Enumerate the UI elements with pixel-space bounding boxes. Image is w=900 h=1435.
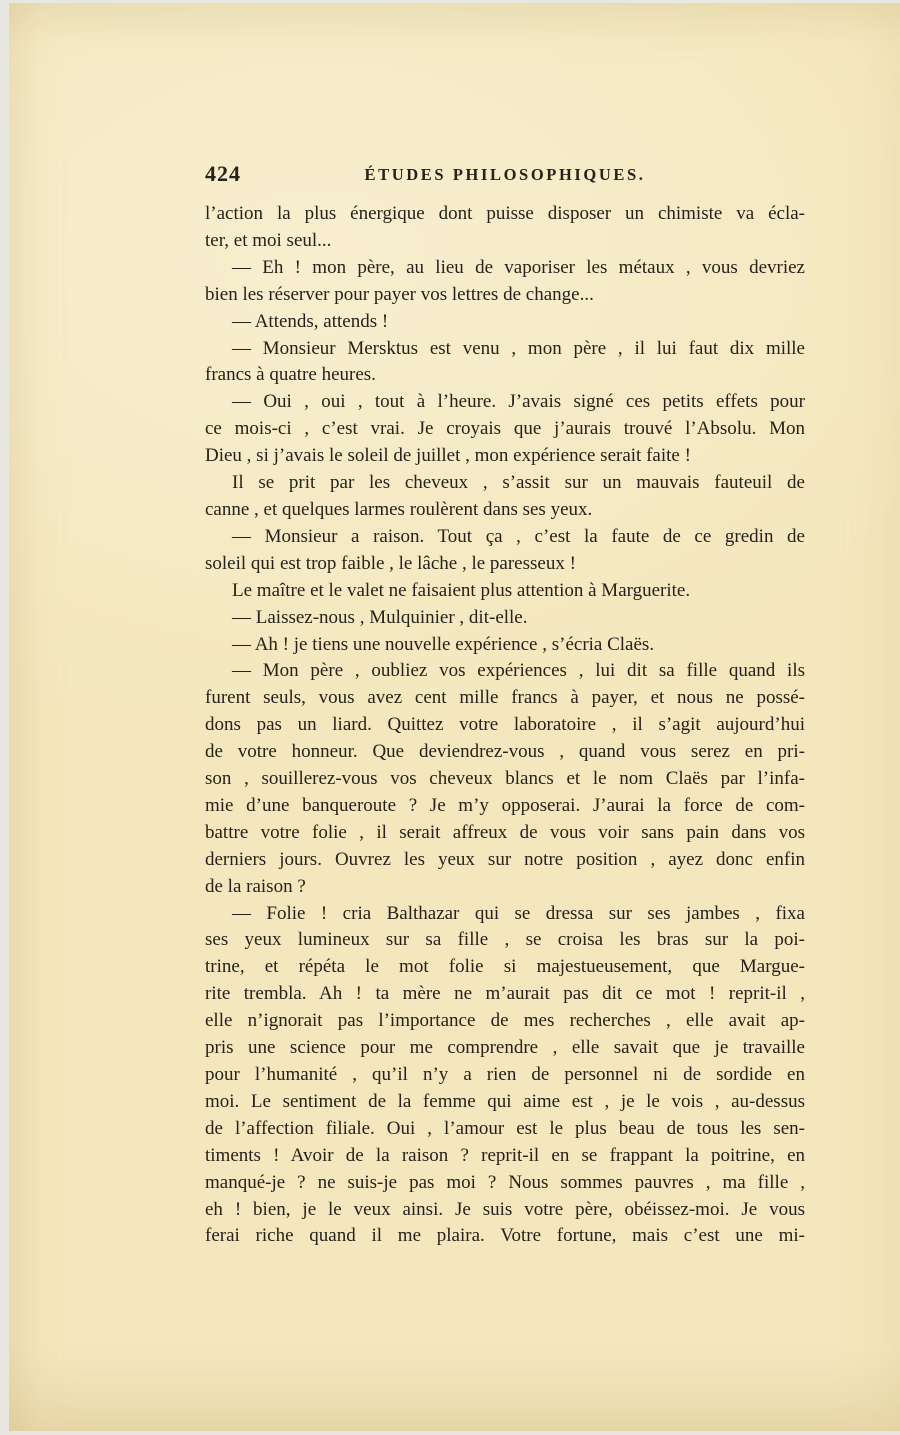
text-line: ferai riche quand il me plaira. Votre fortune, mais c’est une mi-: [205, 1225, 805, 1247]
text-line: — Eh ! mon père, au lieu de vaporiser les métaux , vous devriez: [232, 256, 805, 278]
text-line: pris une science pour me comprendre , elle savait que je travaille: [205, 1037, 805, 1059]
text-line: son , souillerez-vous vos cheveux blancs et le nom Claës par l’infa-: [205, 768, 805, 790]
text-line: ce mois-ci , c’est vrai. Je croyais que j’aurais trouvé l’Absolu. Mon: [205, 418, 805, 440]
text-line: derniers jours. Ouvrez les yeux sur notre position , ayez donc enfin: [205, 848, 805, 870]
text-line: rite trembla. Ah ! ta mère ne m’aurait pas dit ce mot ! reprit-il ,: [205, 983, 805, 1005]
text-line: — Mon père , oubliez vos expériences , lui dit sa fille quand ils: [232, 660, 805, 682]
text-line: — Laissez-nous , Mulquinier , dit-elle.: [232, 606, 528, 628]
page-header: [205, 161, 805, 201]
text-line: — Folie ! cria Balthazar qui se dressa sur ses jambes , fixa: [232, 902, 805, 924]
text-line: ter, et moi seul...: [205, 229, 332, 251]
text-line: timents ! Avoir de la raison ? reprit-il en se frappant la poitrine, en: [205, 1144, 805, 1166]
text-line: francs à quatre heures.: [205, 364, 376, 386]
page-number: 424: [205, 161, 241, 186]
text-line: ses yeux lumineux sur sa fille , se croisa les bras sur la poi-: [205, 929, 805, 951]
text-line: Le maître et le valet ne faisaient plus attention à Marguerite.: [232, 579, 691, 601]
text-line: elle n’ignorait pas l’importance de mes recherches , elle avait ap-: [205, 1010, 805, 1032]
running-title: ÉTUDES PHILOSOPHIQUES.: [364, 165, 646, 184]
text-line: manqué-je ? ne suis-je pas moi ? Nous sommes pauvres , ma fille ,: [205, 1171, 805, 1193]
text-line: pour l’humanité , qu’il n’y a rien de personnel ni de sordide en: [205, 1064, 805, 1085]
text-line: — Attends, attends !: [232, 310, 389, 332]
text-line: mie d’une banqueroute ? Je m’y opposerai. J’aurai la force de com-: [205, 794, 805, 816]
text-line: battre votre folie , il serait affreux de vous voir sans pain dans vos: [205, 821, 805, 843]
text-line: de l’affection filiale. Oui , l’amour est le plus beau de tous les sen-: [205, 1117, 805, 1139]
text-line: l’action la plus énergique dont puisse disposer un chimiste va écla-: [205, 203, 805, 224]
text-line: — Monsieur Mersktus est venu , mon père , il lui faut dix mille: [232, 337, 805, 359]
text-line: furent seuls, vous avez cent mille francs à payer, et nous ne possé-: [205, 687, 805, 709]
text-line: moi. Le sentiment de la femme qui aime est , je le vois , au-dessus: [205, 1090, 805, 1112]
text-line: canne , et quelques larmes roulèrent dans ses yeux.: [205, 498, 593, 520]
text-line: Dieu , si j’avais le soleil de juillet , mon expérience serait faite !: [205, 445, 691, 467]
text-block: [205, 161, 805, 1250]
text-line: dons pas un liard. Quittez votre laboratoire , il s’agit aujourd’hui: [205, 714, 805, 736]
text-line: eh ! bien, je le veux ainsi. Je suis votre père, obéissez-moi. Je vous: [205, 1198, 805, 1220]
text-line: de la raison ?: [205, 875, 306, 897]
text-line: — Ah ! je tiens une nouvelle expérience , s’écria Claës.: [232, 633, 655, 655]
text-line: de votre honneur. Que deviendrez-vous , quand vous serez en pri-: [205, 741, 805, 763]
text-line: trine, et répéta le mot folie si majestueusement, que Margue-: [205, 956, 805, 978]
text-line: — Monsieur a raison. Tout ça , c’est la faute de ce gredin de: [232, 525, 805, 547]
text-line: soleil qui est trop faible , le lâche , le paresseux !: [205, 552, 576, 574]
body-text: [205, 201, 805, 1250]
text-line: Il se prit par les cheveux , s’assit sur un mauvais fauteuil de: [232, 472, 805, 494]
text-line: — Oui , oui , tout à l’heure. J’avais signé ces petits effets pour: [232, 391, 805, 413]
paper: [9, 3, 900, 1431]
text-line: bien les réserver pour payer vos lettres de change...: [205, 283, 594, 305]
